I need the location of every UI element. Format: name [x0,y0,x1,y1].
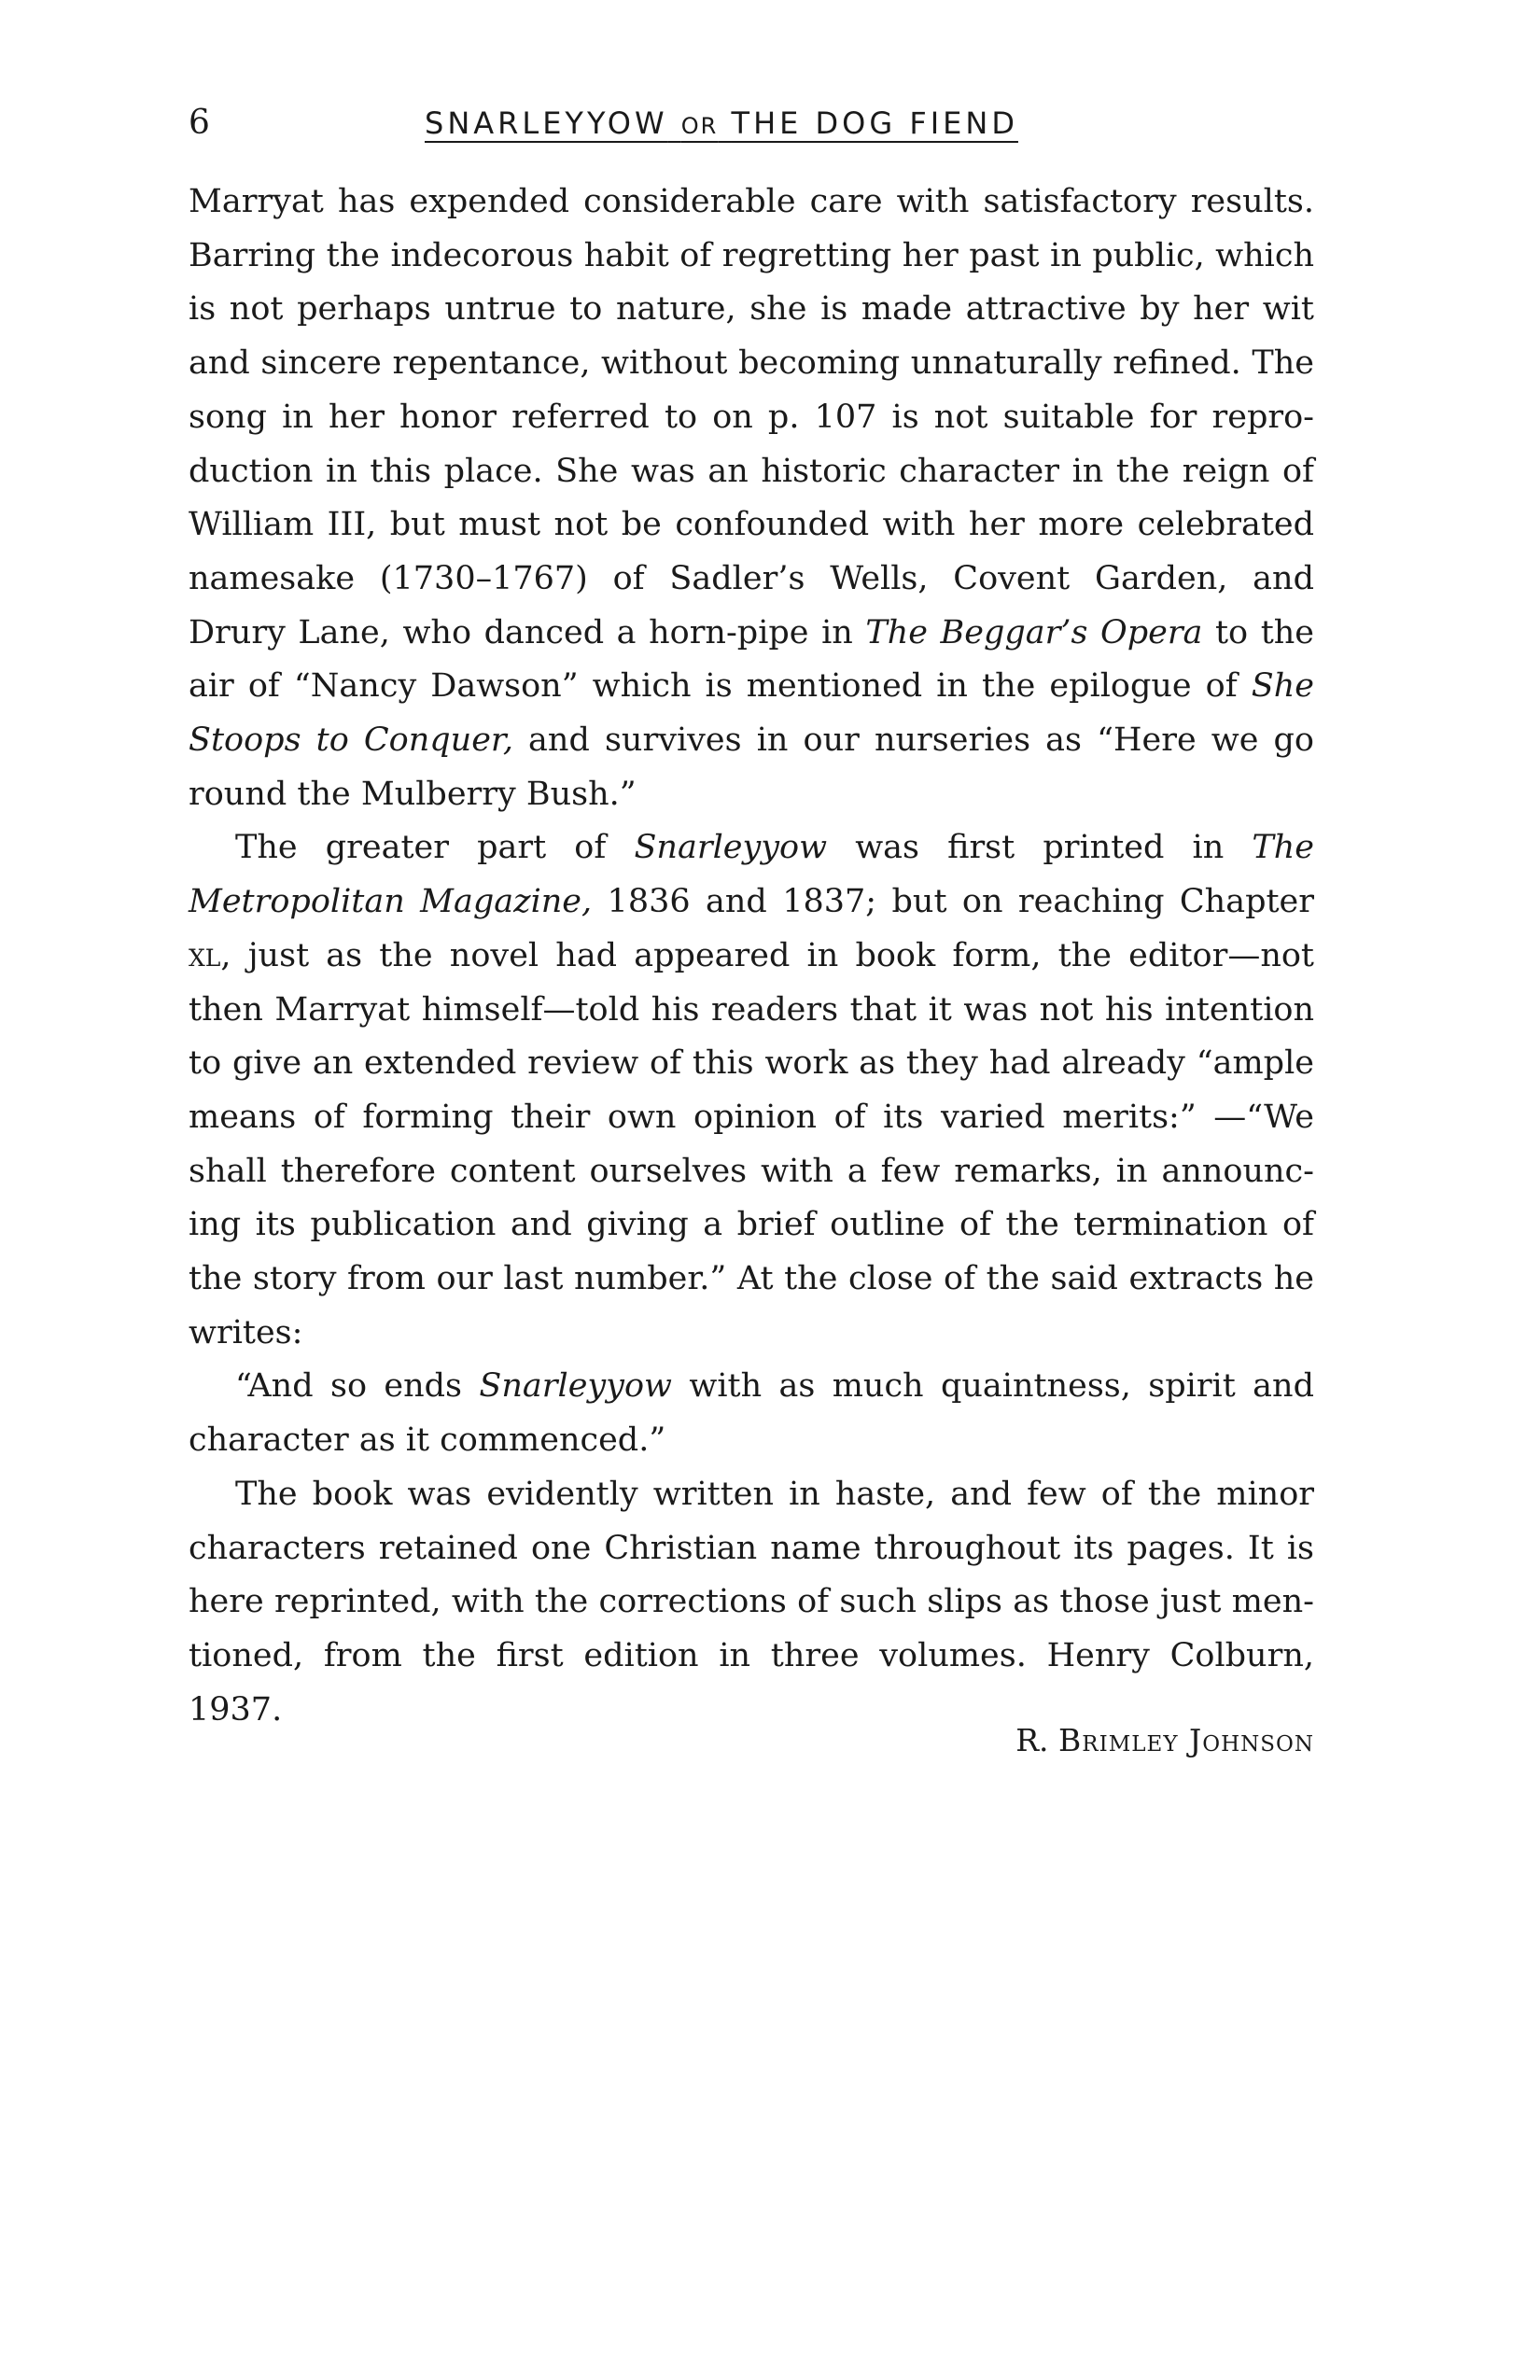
author-signature [1015,1718,1314,1763]
paragraph-1 [189,175,1314,821]
title-beggars-opera: The Beggar’s Opera [865,613,1203,651]
signature-name: Brimley Johnson [1058,1722,1314,1758]
title-metropolitan-magazine: The Metropolitan Magazine, [189,829,1315,921]
paragraph-2-text-e: 1836 and 1837; but on reaching Chapter [592,883,1315,921]
paragraph-4 [189,1468,1314,1738]
paragraph-2-text-c: was first printed in [827,829,1253,867]
running-head-subtitle: THE DOG FIEND [731,105,1018,141]
paragraph-1-text-a: Marryat has expended considerable care with satisfactory results. Barring the indecorous habit of regretting her past in public, which is not perhaps untrue to nature, she is made attractive by her wit and sincere repentance, without becoming unnaturally refined. The song in her honor referred to on p. 107 is not suitable for reproduction in this place. She was an historic character in the reign of William III, but must not be confounded with her more celebrated namesake (1730–1767) of Sadler’s Wells, Covent Garden, and Drury Lane, who danced a horn-pipe in [189,183,1314,651]
body-text [189,175,1314,1737]
paragraph-3 [189,1360,1314,1467]
running-head [425,101,1018,148]
paragraph-1-text-e: and survives in our nurseries as “Here we go round the Mulberry Bush.” [189,721,1314,813]
paragraph-2-text-a: The greater part of [235,829,635,867]
title-she-stoops: She Stoops to Conquer, [189,667,1314,760]
page-header [189,101,1085,147]
page-number: 6 [189,104,210,142]
paragraph-2 [189,821,1314,1360]
paragraph-4-text: The book was evidently written in haste, and few of the minor characters retained one Christian name throughout its pages. It is here reprinted, with the corrections of such slips as those just mentioned, from the first edition in three volumes. Henry Colburn, 1937. [189,1475,1314,1729]
title-snarleyyow: Snarleyyow [634,829,828,867]
signature-initial: R. [1015,1722,1049,1758]
chapter-number: xl [189,936,221,974]
title-snarleyyow-2: Snarleyyow [479,1367,672,1406]
running-head-title: SNARLEYYOW [425,105,668,141]
running-head-or: OR [680,113,719,139]
paragraph-2-text-g: , just as the novel had appeared in book form, the editor—not then Marryat himself—told his readers that it was not his intention to give an extended review of this work as they had already “ample means of forming their own opinion of its varied merits:” —“We shall therefore content ourselves with a few remarks, in announcing its publication and giving a brief outline of the termination of the story from our last number.” At the close of the said extracts he writes: [189,936,1314,1351]
paragraph-3-text-a: “And so ends [235,1367,480,1406]
paragraph-1-text-c: to the air of “Nancy Dawson” which is mentioned in the epilogue of [189,613,1315,706]
paragraph-3-text-c: with as much quaintness, spirit and character as it commenced.” [189,1367,1314,1460]
